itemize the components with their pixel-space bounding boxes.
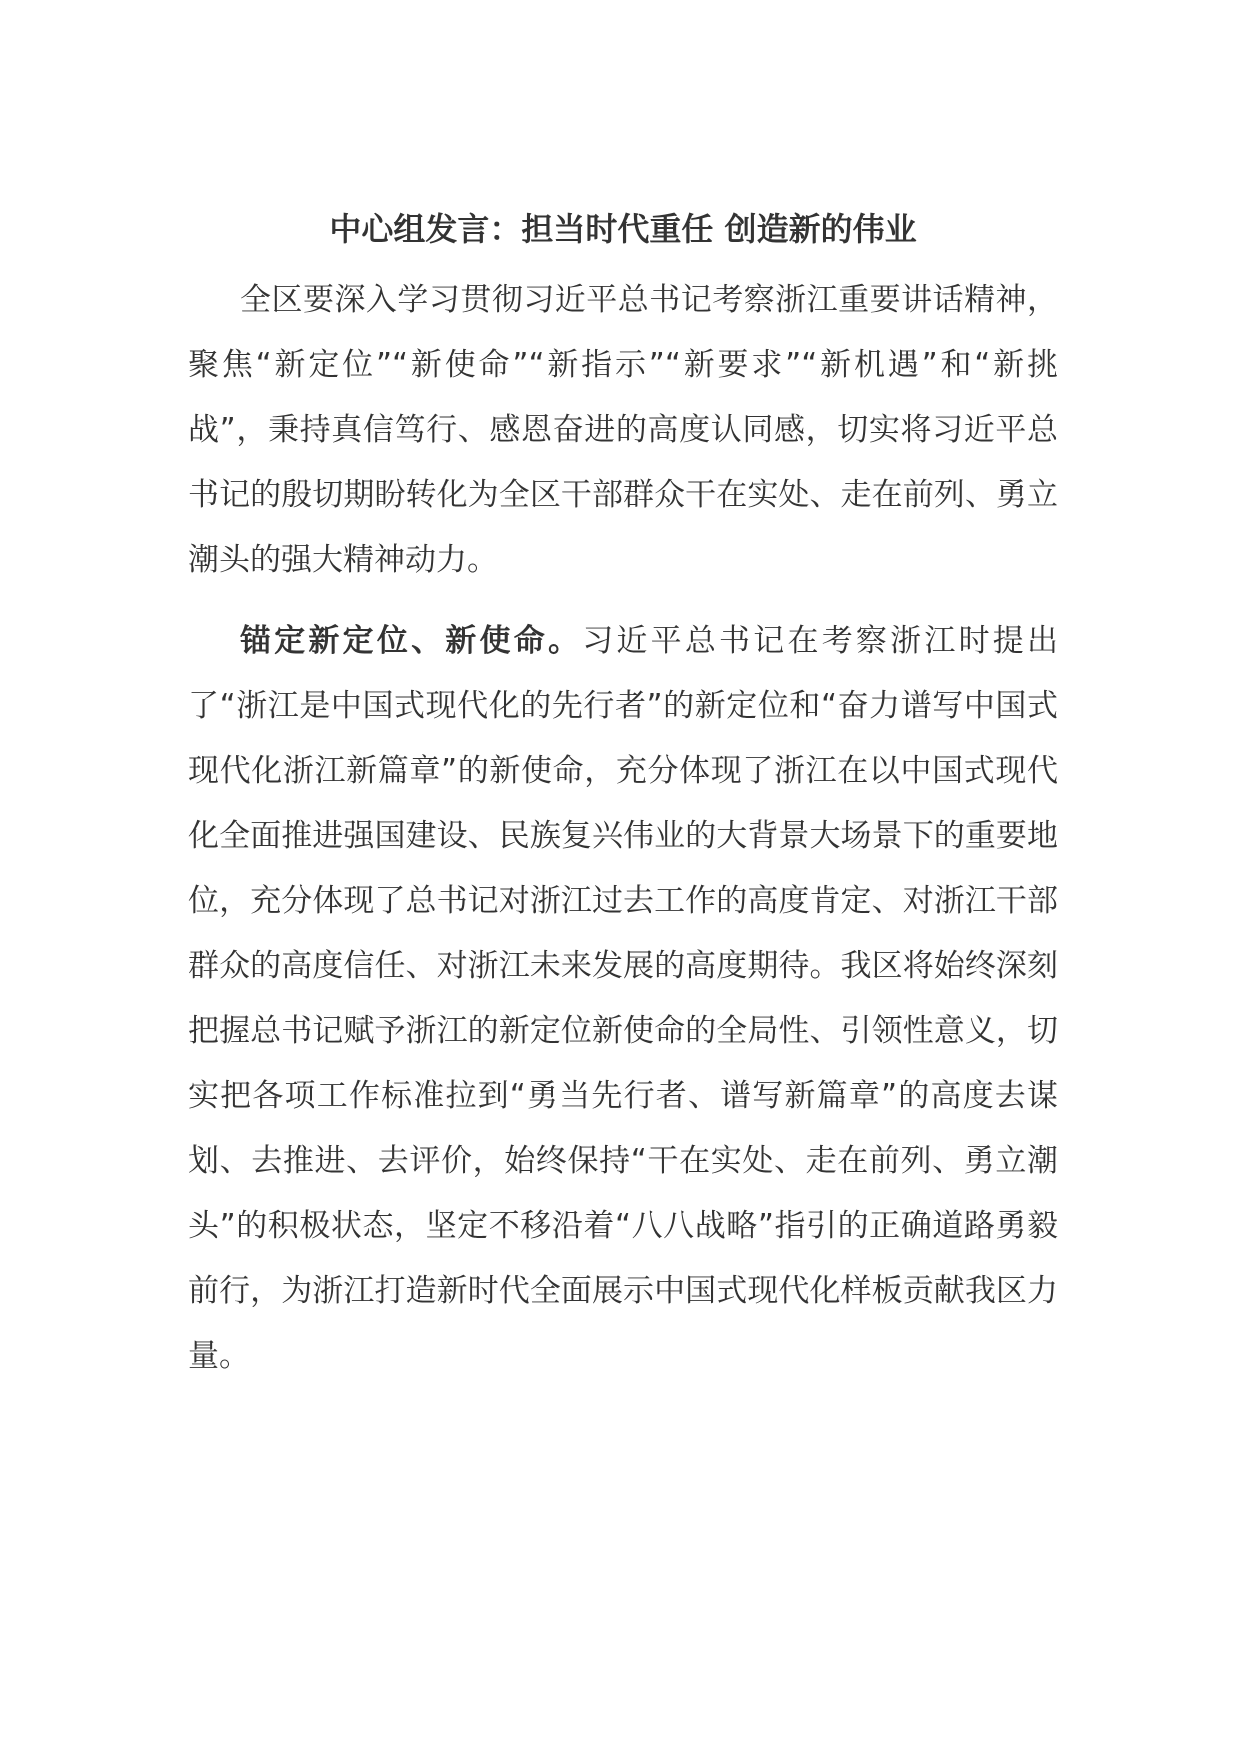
document-body [188,200,1058,1389]
paragraph-body-text: 习近平总书记在考察浙江时提出了“浙江是中国式现代化的先行者”的新定位和“奋力谱写中国式现代化浙江新篇章”的新使命，充分体现了浙江在以中国式现代化全面推进强国建设、民族复兴伟业的大背景大场景下的重要地位，充分体现了总书记对浙江过去工作的高度肯定、对浙江干部群众的高度信任、对浙江未来发展的高度期待。我区将始终深刻把握总书记赋予浙江的新定位新使命的全局性、引领性意义，切实把各项工作标准拉到“勇当先行者、谱写新篇章”的高度去谋划、去推进、去评价，始终保持“干在实处、走在前列、勇立潮头”的积极状态，坚定不移沿着“八八战略”指引的正确道路勇毅前行，为浙江打造新时代全面展示中国式现代化样板贡献我区力量。 [188,623,1059,1374]
document-title: 中心组发言：担当时代重任 创造新的伟业 [329,210,917,248]
paragraph-lead-heading: 锚定新定位、新使命。 [240,623,583,659]
paragraph-new-positioning [188,609,1058,1389]
paragraph-intro: 全区要深入学习贯彻习近平总书记考察浙江重要讲话精神，聚焦“新定位”“新使命”“新指示”“新要求”“新机遇”和“新挑战”，秉持真信笃行、感恩奋进的高度认同感，切实将习近平总书记的殷切期盼转化为全区干部群众干在实处、走在前列、勇立潮头的强大精神动力。 [188,282,1058,578]
